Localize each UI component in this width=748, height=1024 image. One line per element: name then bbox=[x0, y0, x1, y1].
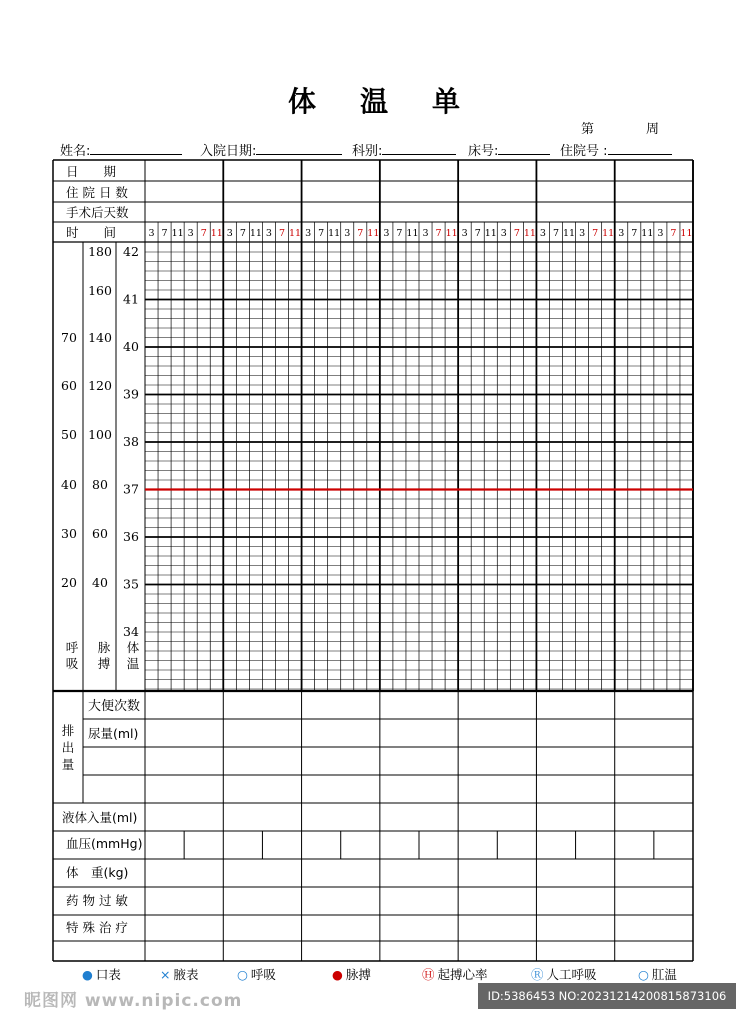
time-slot-label: 11 bbox=[445, 228, 458, 239]
time-slot-label: 3 bbox=[539, 228, 546, 239]
time-slot-label: 11 bbox=[680, 228, 693, 239]
time-slot-label: 11 bbox=[210, 228, 223, 239]
watermark: 昵图网 www.nipic.com bbox=[24, 991, 243, 1011]
legend bbox=[0, 965, 748, 983]
temperature-tick-label: 35 bbox=[123, 576, 139, 592]
time-slot-label: 7 bbox=[278, 228, 286, 239]
time-slot-label: 7 bbox=[631, 228, 638, 239]
time-slot-label: 3 bbox=[344, 228, 351, 239]
legend-item bbox=[237, 965, 276, 983]
temperature-tick-label: 34 bbox=[123, 624, 139, 639]
time-slot-label: 7 bbox=[239, 228, 246, 239]
pulse-tick-label: 100 bbox=[88, 427, 112, 442]
legend-item bbox=[531, 965, 597, 983]
time-slot-label: 3 bbox=[579, 228, 586, 239]
row-label-allergy: 药 物 过 敏 bbox=[66, 893, 128, 908]
temperature-tick-label: 40 bbox=[123, 339, 139, 354]
time-slot-label: 3 bbox=[461, 228, 468, 239]
time-slot-label: 7 bbox=[161, 228, 168, 239]
row-label-special-treatment: 特 殊 治 疗 bbox=[66, 920, 128, 935]
time-slot-label: 3 bbox=[618, 228, 625, 239]
respiration-tick-label: 40 bbox=[61, 477, 77, 492]
title-char: 单 bbox=[432, 85, 461, 118]
time-slot-label: 7 bbox=[513, 228, 520, 239]
week-suffix: 周 bbox=[646, 122, 660, 137]
legend-item bbox=[160, 965, 199, 983]
time-slot-label: 11 bbox=[367, 228, 380, 239]
time-slot-label: 7 bbox=[592, 228, 599, 239]
legend-symbol: ○ bbox=[638, 967, 649, 982]
bed-number-label: 床号: bbox=[468, 144, 499, 159]
time-slot-label: 3 bbox=[226, 228, 233, 239]
time-slot-label: 3 bbox=[187, 228, 194, 239]
row-label-blood-pressure: 血压(mmHg) bbox=[66, 836, 143, 851]
legend-item bbox=[638, 965, 677, 983]
pulse-tick-label: 120 bbox=[88, 378, 112, 393]
legend-label: 呼吸 bbox=[250, 967, 276, 982]
respiration-tick-label: 30 bbox=[61, 526, 77, 541]
legend-label: 肛温 bbox=[651, 967, 677, 982]
legend-label: 腋表 bbox=[173, 967, 199, 982]
time-slot-label: 11 bbox=[641, 228, 654, 239]
legend-item bbox=[82, 965, 121, 983]
temperature-tick-label: 42 bbox=[123, 244, 139, 259]
legend-symbol: × bbox=[160, 967, 171, 982]
row-label-stool: 大便次数 bbox=[88, 699, 141, 714]
legend-symbol: Ⓗ bbox=[422, 967, 435, 982]
week-prefix: 第 bbox=[581, 122, 595, 137]
legend-item bbox=[332, 965, 371, 983]
row-label-date: 日 期 bbox=[66, 164, 117, 179]
inpatient-number-label: 住院号 : bbox=[560, 144, 608, 159]
legend-symbol: ○ bbox=[237, 967, 248, 982]
legend-label: 口表 bbox=[95, 967, 121, 982]
time-slot-label: 11 bbox=[484, 228, 497, 239]
title-char: 温 bbox=[359, 85, 388, 118]
excretion-label: 排 bbox=[61, 723, 75, 738]
patient-name-label: 姓名: bbox=[60, 144, 91, 159]
pulse-axis-label: 搏 bbox=[97, 656, 111, 671]
image-id-badge: ID:5386453 NO:20231214200815873106 bbox=[478, 983, 736, 1009]
time-slot-label: 11 bbox=[406, 228, 419, 239]
time-slot-label: 7 bbox=[552, 228, 560, 239]
time-slot-label: 7 bbox=[435, 228, 442, 239]
time-slot-label: 3 bbox=[148, 228, 155, 239]
temperature-axis-label: 温 bbox=[126, 656, 140, 671]
department-label: 科别: bbox=[352, 144, 383, 159]
respiration-tick-label: 70 bbox=[61, 330, 77, 345]
legend-label: 起搏心率 bbox=[437, 967, 488, 982]
time-slot-label: 7 bbox=[396, 228, 403, 239]
row-label-time: 时 间 bbox=[66, 225, 117, 240]
time-slot-label: 3 bbox=[265, 228, 272, 239]
time-slot-label: 3 bbox=[500, 228, 507, 239]
time-slot-label: 3 bbox=[422, 228, 429, 239]
respiration-tick-label: 50 bbox=[61, 427, 77, 442]
time-slot-label: 11 bbox=[171, 228, 184, 239]
excretion-label: 出 bbox=[61, 740, 75, 755]
temperature-tick-label: 39 bbox=[123, 386, 139, 402]
time-slot-label: 7 bbox=[670, 228, 677, 239]
temperature-axis-label: 体 bbox=[126, 640, 140, 655]
pulse-axis-label: 脉 bbox=[97, 640, 111, 655]
time-slot-label: 11 bbox=[523, 228, 536, 239]
pulse-tick-label: 40 bbox=[92, 575, 108, 590]
admission-date-label: 入院日期: bbox=[200, 144, 257, 159]
title-char: 体 bbox=[287, 85, 316, 118]
temperature-tick-label: 41 bbox=[123, 291, 139, 307]
temperature-tick-label: 37 bbox=[123, 481, 139, 497]
time-slot-label: 11 bbox=[289, 228, 302, 239]
pulse-tick-label: 160 bbox=[88, 283, 112, 298]
time-slot-label: 3 bbox=[305, 228, 312, 239]
time-slot-label: 3 bbox=[657, 228, 664, 239]
temperature-tick-label: 36 bbox=[123, 529, 139, 544]
pulse-tick-label: 60 bbox=[92, 526, 108, 541]
temperature-tick-label: 38 bbox=[123, 434, 139, 449]
time-slot-label: 7 bbox=[200, 228, 207, 239]
legend-label: 脉搏 bbox=[345, 967, 371, 982]
time-slot-label: 11 bbox=[249, 228, 262, 239]
respiration-axis-label: 呼 bbox=[65, 640, 79, 655]
pulse-tick-label: 180 bbox=[88, 244, 112, 259]
legend-label: 人工呼吸 bbox=[546, 967, 597, 982]
time-slot-label: 7 bbox=[474, 228, 481, 239]
time-slot-label: 7 bbox=[318, 228, 325, 239]
pulse-tick-label: 80 bbox=[92, 477, 108, 492]
row-label-weight: 体 重(kg) bbox=[66, 865, 129, 880]
time-slot-label: 7 bbox=[357, 228, 364, 239]
time-slot-label: 11 bbox=[602, 228, 615, 239]
time-slot-label: 3 bbox=[383, 228, 390, 239]
row-label-post-op-days: 手术后天数 bbox=[66, 205, 129, 220]
respiration-tick-label: 60 bbox=[61, 378, 77, 393]
row-label-fluid-intake: 液体入量(ml) bbox=[62, 810, 138, 825]
row-label-hospital-days: 住 院 日 数 bbox=[66, 185, 128, 200]
time-slot-label: 11 bbox=[563, 228, 576, 239]
excretion-label: 量 bbox=[61, 757, 75, 772]
legend-symbol: ● bbox=[332, 967, 343, 982]
time-slot-label: 11 bbox=[328, 228, 341, 239]
legend-symbol: ● bbox=[82, 967, 93, 982]
pulse-tick-label: 140 bbox=[88, 330, 112, 345]
legend-item bbox=[422, 965, 488, 983]
legend-symbol: Ⓡ bbox=[531, 967, 544, 982]
row-label-urine: 尿量(ml) bbox=[88, 726, 139, 741]
respiration-axis-label: 吸 bbox=[65, 656, 79, 671]
respiration-tick-label: 20 bbox=[61, 575, 77, 590]
